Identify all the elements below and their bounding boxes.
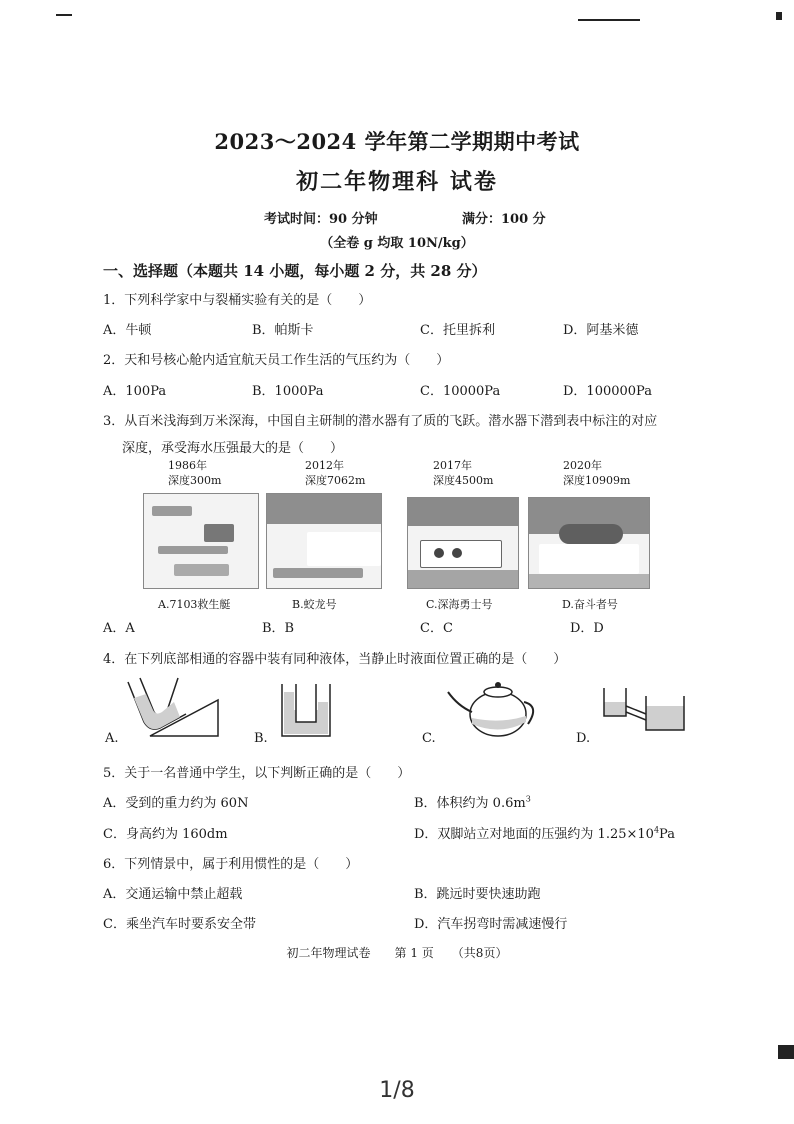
question-1-stem: 1．下列科学家中与裂桶实验有关的是（ ） (103, 293, 372, 308)
q3-option-c: C．C (420, 621, 453, 636)
panel-a-depth: 深度300m (168, 474, 222, 487)
q5-option-d-text: D．双脚站立对地面的压强约为 1.25×10 (414, 827, 654, 842)
q6-option-d: D．汽车拐弯时需减速慢行 (414, 917, 568, 932)
scan-mark (578, 19, 640, 21)
teapot-figure-c (442, 676, 542, 742)
connected-vessel-figure-a (120, 672, 220, 742)
q4-option-c: C. (422, 731, 436, 746)
q4-option-d: D. (576, 731, 591, 746)
q5-option-d-unit: Pa (659, 827, 675, 842)
scan-mark (776, 12, 782, 20)
submersible-photo-c (407, 497, 519, 589)
q2-option-b: B．1000Pa (252, 384, 324, 399)
q5-option-b-exponent: 3 (525, 794, 531, 804)
q5-option-a: A．受到的重力约为 60N (103, 796, 249, 811)
page-indicator: 1/8 (379, 1078, 415, 1103)
submersible-photo-a (143, 493, 259, 589)
section-heading: 一、选择题（本题共 14 小题，每小题 2 分，共 28 分） (103, 262, 487, 280)
panel-b-caption: B.蛟龙号 (292, 598, 337, 611)
panel-a-year: 1986年 (168, 459, 207, 472)
q3-option-b: B．B (262, 621, 295, 636)
q1-option-d: D．阿基米德 (563, 323, 639, 338)
q2-option-a: A．100Pa (103, 384, 167, 399)
panel-b-year: 2012年 (305, 459, 344, 472)
panel-c-year: 2017年 (433, 459, 472, 472)
exam-score: 满分：100 分 (462, 212, 546, 227)
question-3-stem-line2: 深度，承受海水压强最大的是（ ） (122, 441, 344, 456)
gravity-note: （全卷 g 均取 10N/kg） (320, 236, 474, 251)
q1-option-a: A．牛顿 (103, 323, 152, 338)
panel-c-caption: C.深海勇士号 (426, 598, 493, 611)
panel-c-depth: 深度4500m (433, 474, 494, 487)
q2-option-c: C．10000Pa (420, 384, 501, 399)
exam-title: 2023～2024 学年第二学期期中考试 (214, 129, 580, 154)
q3-option-d: D．D (570, 621, 604, 636)
q6-option-b: B．跳远时要快速助跑 (414, 887, 541, 902)
question-6-stem: 6．下列情景中，属于利用惯性的是（ ） (103, 857, 359, 872)
q4-option-a: A. (105, 731, 119, 746)
panel-a-caption: A.7103救生艇 (158, 598, 231, 611)
q3-option-a: A．A (103, 621, 135, 636)
q1-option-b: B．帕斯卡 (252, 323, 314, 338)
q6-option-c: C．乘坐汽车时要系安全带 (103, 917, 256, 932)
question-5-stem: 5．关于一名普通中学生，以下判断正确的是（ ） (103, 766, 411, 781)
q5-option-d-exponent: 4 (653, 825, 660, 835)
page-footer: 初二年物理试卷 第 1 页 （共8页） (286, 946, 508, 960)
connected-vessel-figure-d (600, 684, 690, 734)
submersible-photo-b (266, 493, 382, 589)
q2-option-d: D．100000Pa (563, 384, 652, 399)
q5-option-b-text: B．体积约为 0.6m (414, 796, 526, 811)
q1-option-c: C．托里拆利 (420, 323, 495, 338)
scan-mark (56, 14, 72, 16)
connected-vessel-figure-b (276, 680, 336, 740)
panel-d-depth: 深度10909m (563, 474, 631, 487)
submersible-photo-d (528, 497, 650, 589)
panel-d-year: 2020年 (563, 459, 602, 472)
exam-subtitle: 初二年物理科 试卷 (296, 169, 498, 195)
question-3-stem-line1: 3．从百米浅海到万米深海，中国自主研制的潜水器有了质的飞跃。潜水器下潜到表中标注的对应 (103, 414, 658, 429)
panel-b-depth: 深度7062m (305, 474, 366, 487)
q5-option-d (414, 823, 675, 842)
question-4-stem: 4．在下列底部相通的容器中装有同种液体，当静止时液面位置正确的是（ ） (103, 652, 567, 667)
q5-option-b (414, 792, 531, 811)
q4-option-b: B. (254, 731, 268, 746)
q5-option-c: C．身高约为 160dm (103, 827, 228, 842)
scan-mark (778, 1045, 794, 1059)
panel-d-caption: D.奋斗者号 (562, 598, 618, 611)
question-2-stem: 2．天和号核心舱内适宜航天员工作生活的气压约为（ ） (103, 353, 450, 368)
q6-option-a: A．交通运输中禁止超载 (103, 887, 243, 902)
exam-time: 考试时间：90 分钟 (264, 212, 378, 227)
